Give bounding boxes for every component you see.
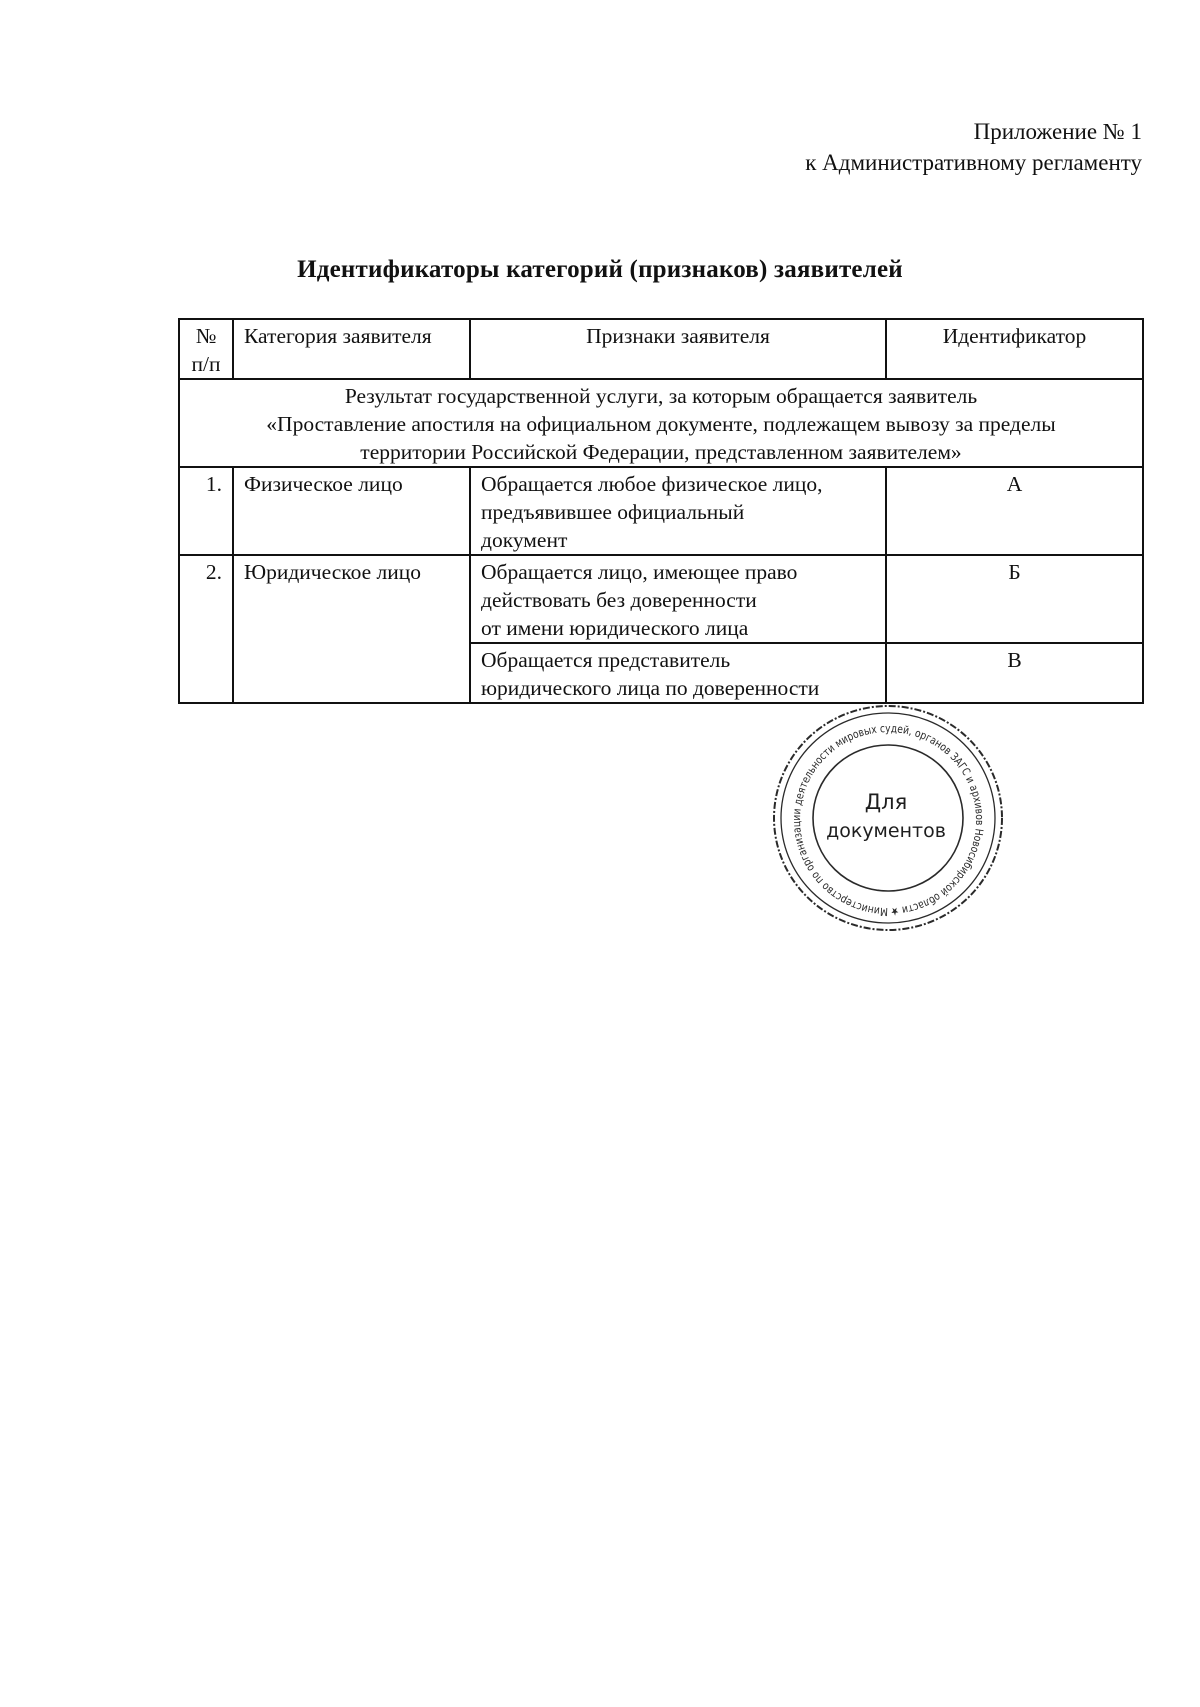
document-title: Идентификаторы категорий (признаков) заявителей (297, 256, 903, 283)
row-number: 2. (179, 555, 233, 703)
result-line: «Проставление апостиля на официальном документе, подлежащем вывозу за пределы (266, 412, 1056, 436)
header-number-abbr: п/п (191, 352, 221, 376)
header-signs: Признаки заявителя (470, 319, 886, 379)
row-number: 1. (179, 467, 233, 555)
table-header-row (179, 319, 1143, 379)
header-number-sign: № (195, 324, 217, 348)
result-line: территории Российской Федерации, представленном заявителем» (360, 440, 962, 464)
appendix-reference: к Административному регламенту (805, 150, 1142, 175)
header-number (179, 319, 233, 379)
applicant-categories-table (178, 318, 1144, 704)
row-signs (470, 555, 886, 643)
row-signs (470, 643, 886, 703)
header-category: Категория заявителя (233, 319, 470, 379)
sign-line: действовать без доверенности (481, 588, 757, 612)
stamp-ring-text: Министерство по организации деятельности мировых судей, органов ЗАГС и архивов Новосибирской области ★ (789, 721, 987, 919)
row-identifier: В (886, 643, 1143, 703)
header-identifier: Идентификатор (886, 319, 1143, 379)
sign-line: документ (481, 528, 568, 552)
service-result-cell (179, 379, 1143, 467)
sign-line: от имени юридического лица (481, 616, 749, 640)
result-row (179, 379, 1143, 467)
table-row (179, 467, 1143, 555)
row-identifier: Б (886, 555, 1143, 643)
official-stamp (770, 702, 1006, 934)
sign-line: Обращается представитель (481, 648, 731, 672)
row-category: Физическое лицо (233, 467, 470, 555)
stamp-center-line1: Для (864, 790, 908, 814)
appendix-note (805, 116, 1142, 178)
stamp-center-line2: документов (826, 820, 946, 842)
row-signs (470, 467, 886, 555)
sign-line: предъявившее официальный (481, 500, 745, 524)
result-line: Результат государственной услуги, за которым обращается заявитель (344, 384, 978, 408)
sign-line: юридического лица по доверенности (481, 676, 820, 700)
row-category: Юридическое лицо (233, 555, 470, 703)
sign-line: Обращается лицо, имеющее право (481, 560, 798, 584)
row-identifier: А (886, 467, 1143, 555)
appendix-number: Приложение № 1 (973, 119, 1142, 144)
sign-line: Обращается любое физическое лицо, (481, 472, 823, 496)
table-row (179, 555, 1143, 643)
